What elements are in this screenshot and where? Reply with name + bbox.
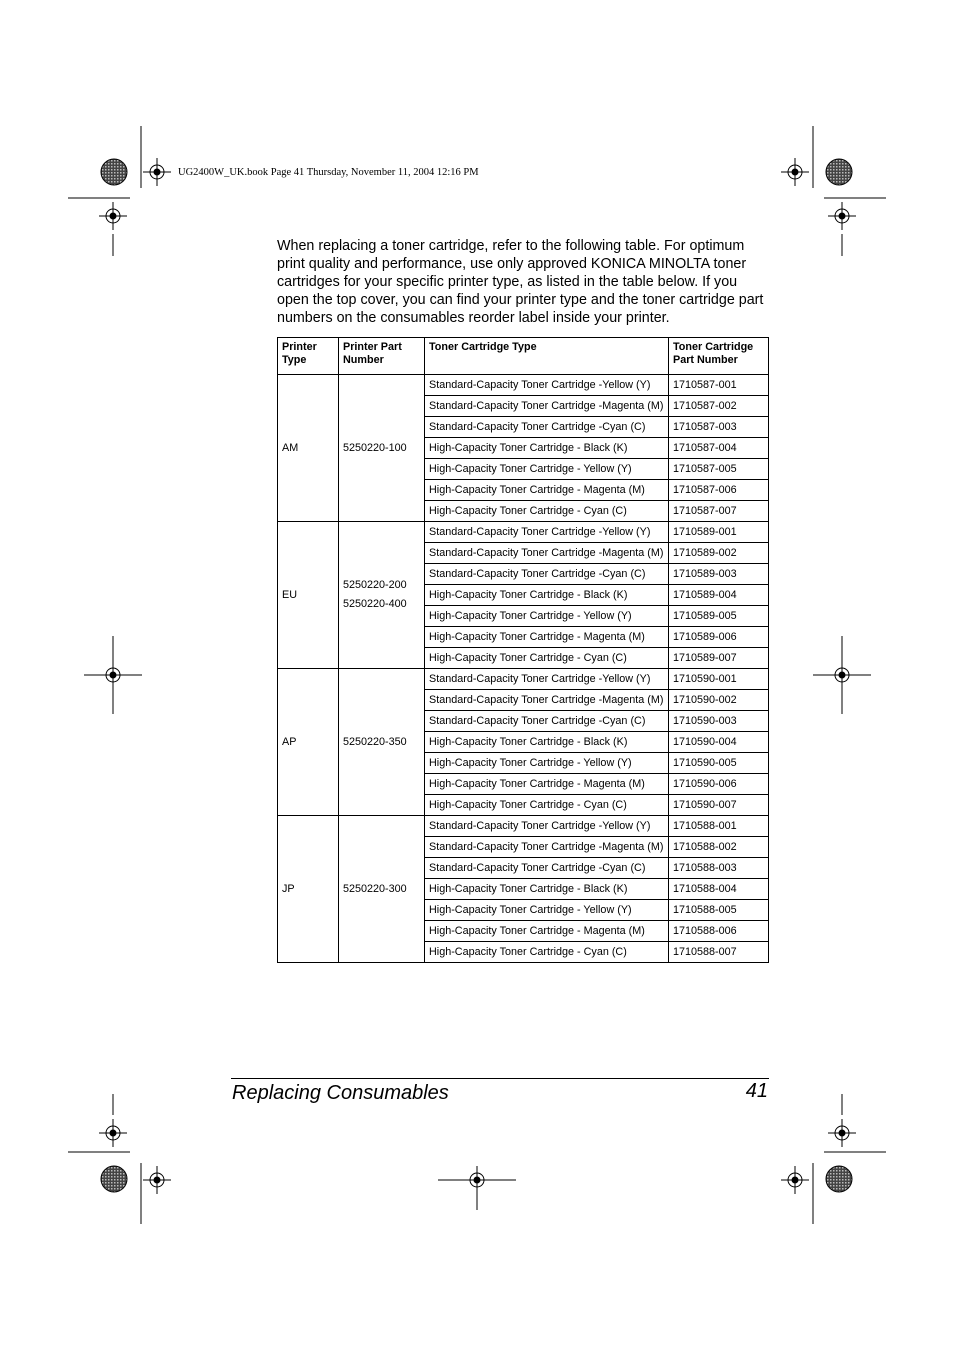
toner-cartridge-type-cell: High-Capacity Toner Cartridge - Cyan (C) <box>425 795 669 816</box>
toner-cartridge-type-cell: Standard-Capacity Toner Cartridge -Cyan (C) <box>425 858 669 879</box>
toner-part-number-cell: 1710590-003 <box>669 711 769 732</box>
toner-cartridge-type-cell: High-Capacity Toner Cartridge - Black (K) <box>425 438 669 459</box>
registration-mark <box>781 158 809 186</box>
toner-part-number-cell: 1710590-002 <box>669 690 769 711</box>
color-target-mark <box>826 159 852 185</box>
registration-mark <box>828 202 856 230</box>
toner-part-number-cell: 1710588-001 <box>669 816 769 837</box>
toner-cartridge-table <box>277 337 769 963</box>
printer-type-cell: JP <box>278 816 339 963</box>
toner-part-number-cell: 1710589-003 <box>669 564 769 585</box>
toner-cartridge-type-cell: High-Capacity Toner Cartridge - Yellow (Y) <box>425 459 669 480</box>
printer-part-number-cell <box>339 522 425 669</box>
printer-part-number: 5250220-350 <box>343 735 407 748</box>
toner-cartridge-type-cell: High-Capacity Toner Cartridge - Magenta (M) <box>425 627 669 648</box>
print-header: UG2400W_UK.book Page 41 Thursday, November 11, 2004 12:16 PM <box>178 167 479 178</box>
toner-cartridge-type-cell: High-Capacity Toner Cartridge - Cyan (C) <box>425 501 669 522</box>
toner-part-number-cell: 1710590-004 <box>669 732 769 753</box>
toner-part-number-cell: 1710588-007 <box>669 942 769 963</box>
registration-mark <box>781 1166 809 1194</box>
toner-cartridge-type-cell: Standard-Capacity Toner Cartridge -Yellow (Y) <box>425 522 669 543</box>
toner-part-number-cell: 1710588-005 <box>669 900 769 921</box>
printer-part-number: 5250220-100 <box>343 441 407 454</box>
toner-part-number-cell: 1710590-005 <box>669 753 769 774</box>
registration-mark <box>99 1119 127 1147</box>
color-target-mark <box>101 1166 127 1192</box>
toner-part-number-cell: 1710587-002 <box>669 396 769 417</box>
toner-cartridge-type-cell: Standard-Capacity Toner Cartridge -Yellow (Y) <box>425 669 669 690</box>
toner-cartridge-type-cell: High-Capacity Toner Cartridge - Magenta (M) <box>425 774 669 795</box>
toner-part-number-cell: 1710590-006 <box>669 774 769 795</box>
registration-mark <box>143 158 171 186</box>
toner-cartridge-type-cell: High-Capacity Toner Cartridge - Black (K) <box>425 585 669 606</box>
toner-cartridge-type-cell: High-Capacity Toner Cartridge - Black (K) <box>425 732 669 753</box>
toner-cartridge-type-cell: Standard-Capacity Toner Cartridge -Cyan (C) <box>425 417 669 438</box>
toner-cartridge-type-cell: Standard-Capacity Toner Cartridge -Yellow (Y) <box>425 375 669 396</box>
toner-part-number-cell: 1710587-004 <box>669 438 769 459</box>
column-header-printer-part-number: Printer Part Number <box>339 338 425 375</box>
footer-rule <box>231 1078 769 1079</box>
toner-part-number-cell: 1710587-003 <box>669 417 769 438</box>
toner-part-number-cell: 1710589-005 <box>669 606 769 627</box>
page-number: 41 <box>745 1080 768 1102</box>
toner-part-number-cell: 1710588-002 <box>669 837 769 858</box>
toner-cartridge-type-cell: High-Capacity Toner Cartridge - Yellow (Y) <box>425 606 669 627</box>
table-row <box>278 375 769 396</box>
toner-part-number-cell: 1710587-001 <box>669 375 769 396</box>
toner-cartridge-type-cell: High-Capacity Toner Cartridge - Yellow (Y) <box>425 900 669 921</box>
toner-part-number-cell: 1710589-006 <box>669 627 769 648</box>
color-target-mark <box>826 1166 852 1192</box>
toner-cartridge-type-cell: Standard-Capacity Toner Cartridge -Cyan (C) <box>425 564 669 585</box>
toner-part-number-cell: 1710589-002 <box>669 543 769 564</box>
toner-part-number-cell: 1710588-004 <box>669 879 769 900</box>
toner-part-number-cell: 1710589-007 <box>669 648 769 669</box>
toner-cartridge-type-cell: Standard-Capacity Toner Cartridge -Magenta (M) <box>425 690 669 711</box>
footer-section-title: Replacing Consumables <box>232 1082 449 1104</box>
toner-part-number-cell: 1710590-007 <box>669 795 769 816</box>
printer-type-cell: AP <box>278 669 339 816</box>
toner-cartridge-type-cell: Standard-Capacity Toner Cartridge -Yellow (Y) <box>425 816 669 837</box>
printer-type-cell: AM <box>278 375 339 522</box>
toner-part-number-cell: 1710588-006 <box>669 921 769 942</box>
toner-cartridge-type-cell: Standard-Capacity Toner Cartridge -Magenta (M) <box>425 543 669 564</box>
toner-part-number-cell: 1710589-001 <box>669 522 769 543</box>
printer-part-number-cell <box>339 816 425 963</box>
table-row <box>278 669 769 690</box>
toner-cartridge-type-cell: High-Capacity Toner Cartridge - Yellow (Y) <box>425 753 669 774</box>
toner-part-number-cell: 1710587-007 <box>669 501 769 522</box>
toner-cartridge-type-cell: High-Capacity Toner Cartridge - Magenta (M) <box>425 921 669 942</box>
toner-cartridge-type-cell: High-Capacity Toner Cartridge - Cyan (C) <box>425 942 669 963</box>
toner-part-number-cell: 1710587-006 <box>669 480 769 501</box>
printer-part-number: 5250220-200 <box>343 579 407 591</box>
registration-mark <box>99 202 127 230</box>
toner-cartridge-type-cell: High-Capacity Toner Cartridge - Magenta (M) <box>425 480 669 501</box>
toner-part-number-cell: 1710590-001 <box>669 669 769 690</box>
toner-cartridge-type-cell: Standard-Capacity Toner Cartridge -Magenta (M) <box>425 396 669 417</box>
registration-mark <box>143 1166 171 1194</box>
table-row <box>278 816 769 837</box>
printer-part-number: 5250220-300 <box>343 882 407 895</box>
printer-part-number-cell <box>339 669 425 816</box>
toner-part-number-cell: 1710588-003 <box>669 858 769 879</box>
column-header-toner-part-number: Toner Cartridge Part Number <box>669 338 769 375</box>
toner-cartridge-type-cell: Standard-Capacity Toner Cartridge -Magenta (M) <box>425 837 669 858</box>
column-header-printer-type: Printer Type <box>278 338 339 375</box>
printer-part-number: 5250220-400 <box>343 598 407 610</box>
toner-cartridge-type-cell: High-Capacity Toner Cartridge - Cyan (C) <box>425 648 669 669</box>
toner-part-number-cell: 1710587-005 <box>669 459 769 480</box>
table-header-row <box>278 338 769 375</box>
table-body <box>278 375 769 963</box>
printer-type-cell: EU <box>278 522 339 669</box>
printer-part-number-cell <box>339 375 425 522</box>
table-row <box>278 522 769 543</box>
column-header-toner-cartridge-type: Toner Cartridge Type <box>425 338 669 375</box>
toner-cartridge-type-cell: High-Capacity Toner Cartridge - Black (K) <box>425 879 669 900</box>
toner-part-number-cell: 1710589-004 <box>669 585 769 606</box>
color-target-mark <box>101 159 127 185</box>
toner-cartridge-type-cell: Standard-Capacity Toner Cartridge -Cyan (C) <box>425 711 669 732</box>
registration-mark <box>828 1119 856 1147</box>
intro-paragraph: When replacing a toner cartridge, refer to the following table. For optimum print quality and performance, use only approved KONICA MINOLTA toner cartridges for your specific printer type, as listed in the table below. If you open the top cover, you can find your printer type and the toner cartridge part numbers on the consumables reorder label inside your printer. <box>277 238 764 326</box>
